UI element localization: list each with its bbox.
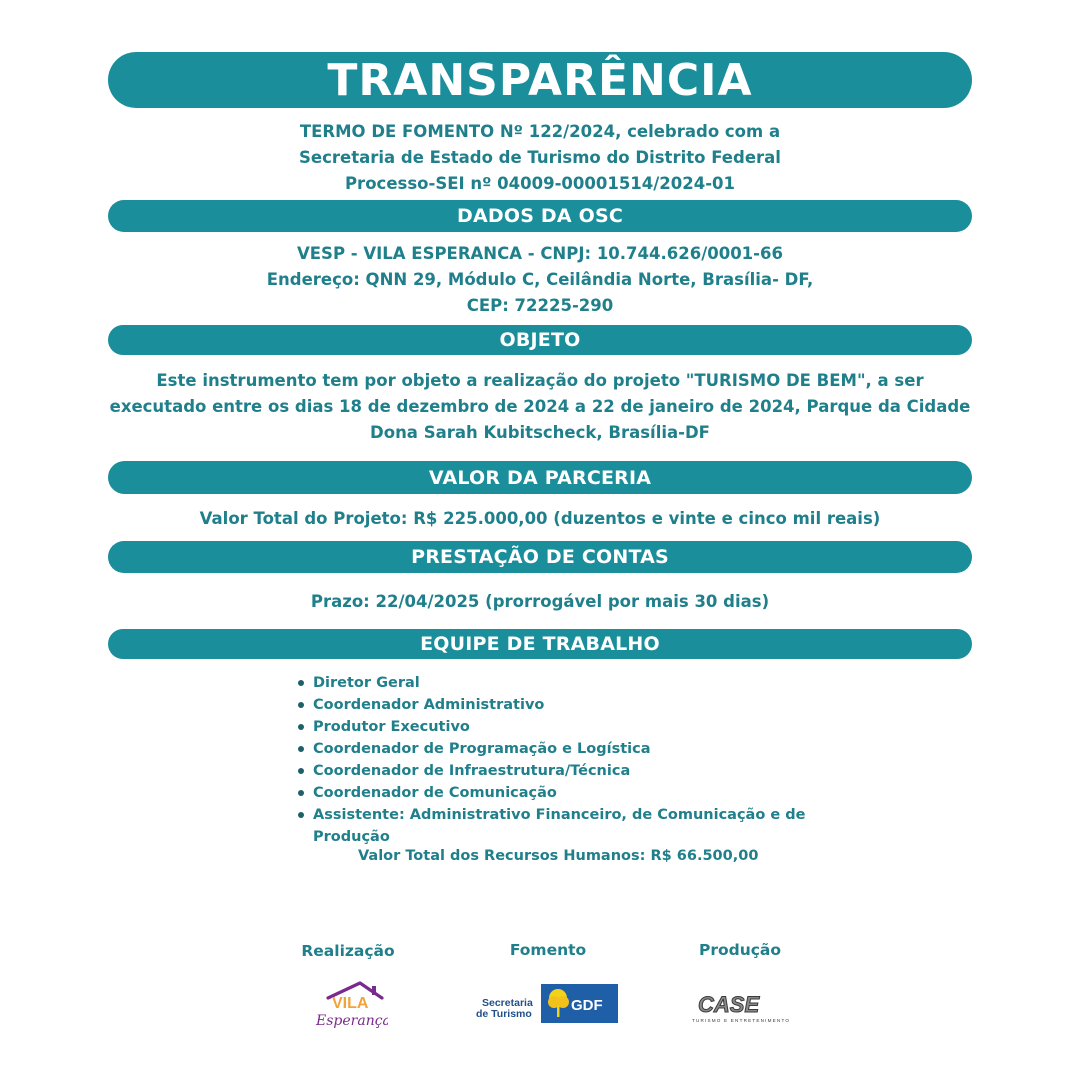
intro-line: Processo-SEI nº 04009-00001514/2024-01 bbox=[344, 174, 736, 193]
logo-text: GDF bbox=[571, 997, 603, 1014]
osc-line: VESP - VILA ESPERANCA - CNPJ: 10.744.626/0001-66 bbox=[297, 244, 783, 263]
list-item-continuation: Produção bbox=[313, 829, 390, 845]
valor-text: Valor Total do Projeto: R$ 225.000,00 (duzentos e vinte e cinco mil reais) bbox=[199, 509, 881, 528]
list-item: Coordenador de Infraestrutura/Técnica bbox=[296, 760, 805, 782]
objeto-line: Dona Sarah Kubitscheck, Brasília-DF bbox=[370, 423, 710, 442]
partner-label-producao: Produção bbox=[698, 941, 782, 959]
osc-line: CEP: 72225-290 bbox=[466, 296, 614, 315]
list-item: Produtor Executivo bbox=[296, 716, 805, 738]
secretaria-turismo-gdf-logo bbox=[474, 984, 620, 1024]
section-heading-equipe: EQUIPE DE TRABALHO bbox=[108, 629, 972, 659]
list-item: Coordenador de Programação e Logística bbox=[296, 738, 805, 760]
logo-text: VILA bbox=[332, 995, 369, 1012]
objeto-block bbox=[100, 368, 980, 446]
section-heading-prestacao: PRESTAÇÃO DE CONTAS bbox=[108, 541, 972, 573]
page-title: TRANSPARÊNCIA bbox=[108, 52, 972, 108]
logo-text: de Turismo bbox=[476, 1008, 532, 1020]
vila-esperanca-logo bbox=[306, 980, 388, 1030]
logo-text: CASE bbox=[698, 992, 760, 1017]
team-list bbox=[296, 672, 805, 848]
hr-total: Valor Total dos Recursos Humanos: R$ 66.500,00 bbox=[358, 848, 759, 864]
list-item: Coordenador Administrativo bbox=[296, 694, 805, 716]
logo-text: Secretaria bbox=[482, 997, 533, 1009]
section-heading-valor: VALOR DA PARCERIA bbox=[108, 461, 972, 494]
objeto-line: executado entre os dias 18 de dezembro de 2024 a 22 de janeiro de 2024, Parque da Cidade bbox=[109, 397, 971, 416]
list-item: Assistente: Administrativo Financeiro, de Comunicação e de bbox=[296, 804, 805, 826]
intro-block bbox=[108, 119, 972, 197]
prazo-text: Prazo: 22/04/2025 (prorrogável por mais 30 dias) bbox=[310, 592, 770, 611]
logo-text: Esperança bbox=[316, 1013, 388, 1029]
house-icon bbox=[306, 980, 388, 1030]
section-heading-osc: DADOS DA OSC bbox=[108, 200, 972, 232]
partner-label-fomento: Fomento bbox=[509, 941, 587, 959]
partner-label-realizacao: Realização bbox=[301, 942, 395, 960]
intro-line: TERMO DE FOMENTO Nº 122/2024, celebrado com a bbox=[299, 122, 781, 141]
valor-block bbox=[108, 507, 972, 531]
section-heading-objeto: OBJETO bbox=[108, 325, 972, 355]
intro-line: Secretaria de Estado de Turismo do Distrito Federal bbox=[299, 148, 781, 167]
case-logo bbox=[690, 990, 796, 1026]
prestacao-block bbox=[108, 590, 972, 614]
osc-block bbox=[108, 241, 972, 319]
logo-text: TURISMO E ENTRETENIMENTO bbox=[692, 1018, 791, 1023]
list-item: Diretor Geral bbox=[296, 672, 805, 694]
list-item: Coordenador de Comunicação bbox=[296, 782, 805, 804]
objeto-line: Este instrumento tem por objeto a realização do projeto "TURISMO DE BEM", a ser bbox=[156, 371, 924, 390]
osc-line: Endereço: QNN 29, Módulo C, Ceilândia Norte, Brasília- DF, bbox=[266, 270, 814, 289]
